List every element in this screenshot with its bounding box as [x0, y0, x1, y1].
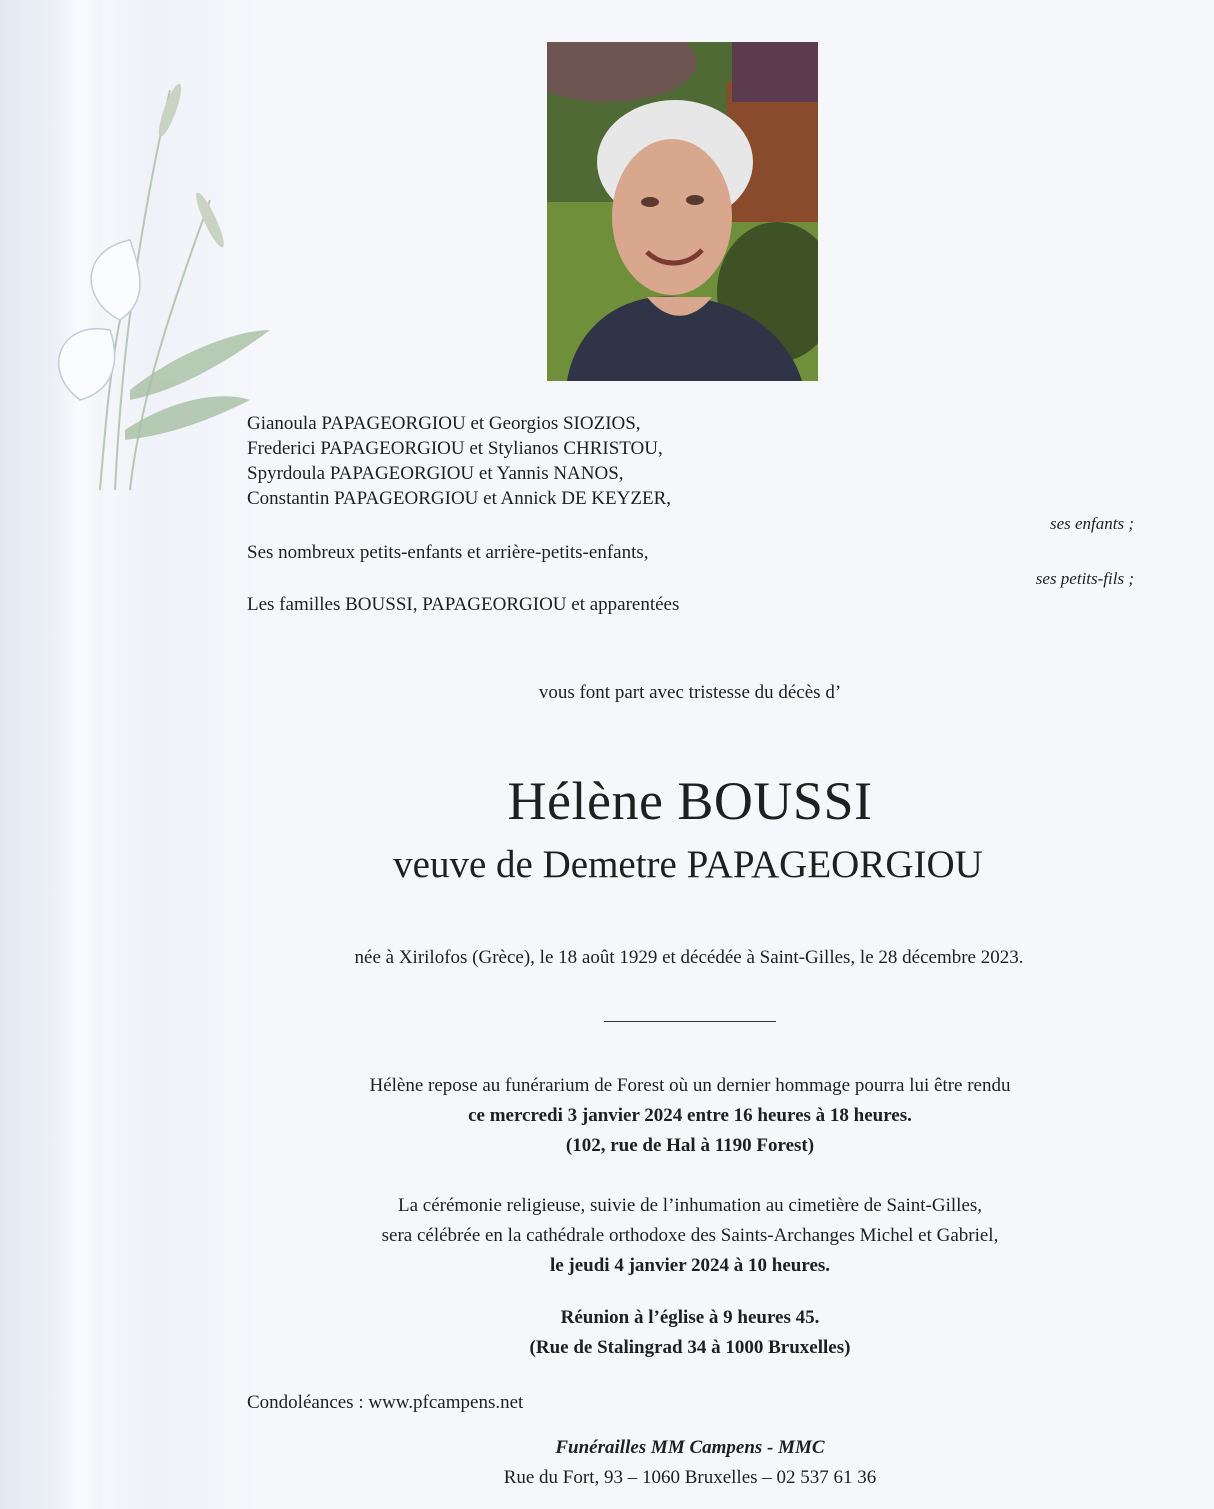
visitation-date: ce mercredi 3 janvier 2024 entre 16 heures à 18 heures. — [468, 1105, 912, 1126]
meeting-address: (Rue de Stalingrad 34 à 1000 Bruxelles) — [529, 1337, 851, 1358]
meeting-block — [0, 1303, 1214, 1363]
family-line: Gianoula PAPAGEORGIOU et Georgios SIOZIOS, — [247, 413, 641, 434]
ceremony-line: sera célébrée en la cathédrale orthodoxe des Saints-Archanges Michel et Gabriel, — [381, 1225, 999, 1246]
family-line: Constantin PAPAGEORGIOU et Annick DE KEYZER, — [247, 488, 671, 509]
condolences-link[interactable]: Condoléances : www.pfcampens.net — [247, 1392, 524, 1413]
announcement-text: vous font part avec tristesse du décès d’ — [538, 682, 842, 703]
divider — [604, 1021, 776, 1022]
grandchildren-line: Ses nombreux petits-enfants et arrière-petits-enfants, — [247, 542, 649, 563]
families-line: Les familles BOUSSI, PAPAGEORGIOU et apparentées — [247, 594, 680, 615]
ceremony-date: le jeudi 4 janvier 2024 à 10 heures. — [549, 1255, 831, 1276]
deceased-name: Hélène BOUSSI — [507, 771, 873, 831]
funeral-home-name: Funérailles MM Campens - MMC — [555, 1437, 825, 1458]
family-list — [247, 411, 671, 511]
widow-of: veuve de Demetre PAPAGEORGIOU — [393, 843, 983, 886]
portrait-photo — [547, 42, 818, 381]
children-label: ses enfants ; — [1049, 514, 1134, 533]
ceremony-block — [0, 1191, 1214, 1281]
birth-death-line: née à Xirilofos (Grèce), le 18 août 1929 et décédée à Saint-Gilles, le 28 décembre 2023. — [354, 947, 1024, 968]
ceremony-line: La cérémonie religieuse, suivie de l’inhumation au cimetière de Saint-Gilles, — [397, 1195, 983, 1216]
funeral-home — [0, 1433, 1214, 1493]
family-line: Spyrdoula PAPAGEORGIOU et Yannis NANOS, — [247, 463, 624, 484]
family-line: Frederici PAPAGEORGIOU et Stylianos CHRISTOU, — [247, 438, 663, 459]
visitation-block — [0, 1071, 1214, 1161]
lily-illustration — [20, 70, 280, 490]
visitation-line: Hélène repose au funérarium de Forest où un dernier hommage pourra lui être rendu — [369, 1075, 1011, 1096]
funeral-home-address: Rue du Fort, 93 – 1060 Bruxelles – 02 537 61 36 — [503, 1467, 877, 1488]
visitation-address: (102, rue de Hal à 1190 Forest) — [565, 1135, 815, 1156]
meeting-time: Réunion à l’église à 9 heures 45. — [560, 1307, 820, 1328]
grandchildren-label: ses petits-fils ; — [1035, 569, 1134, 588]
